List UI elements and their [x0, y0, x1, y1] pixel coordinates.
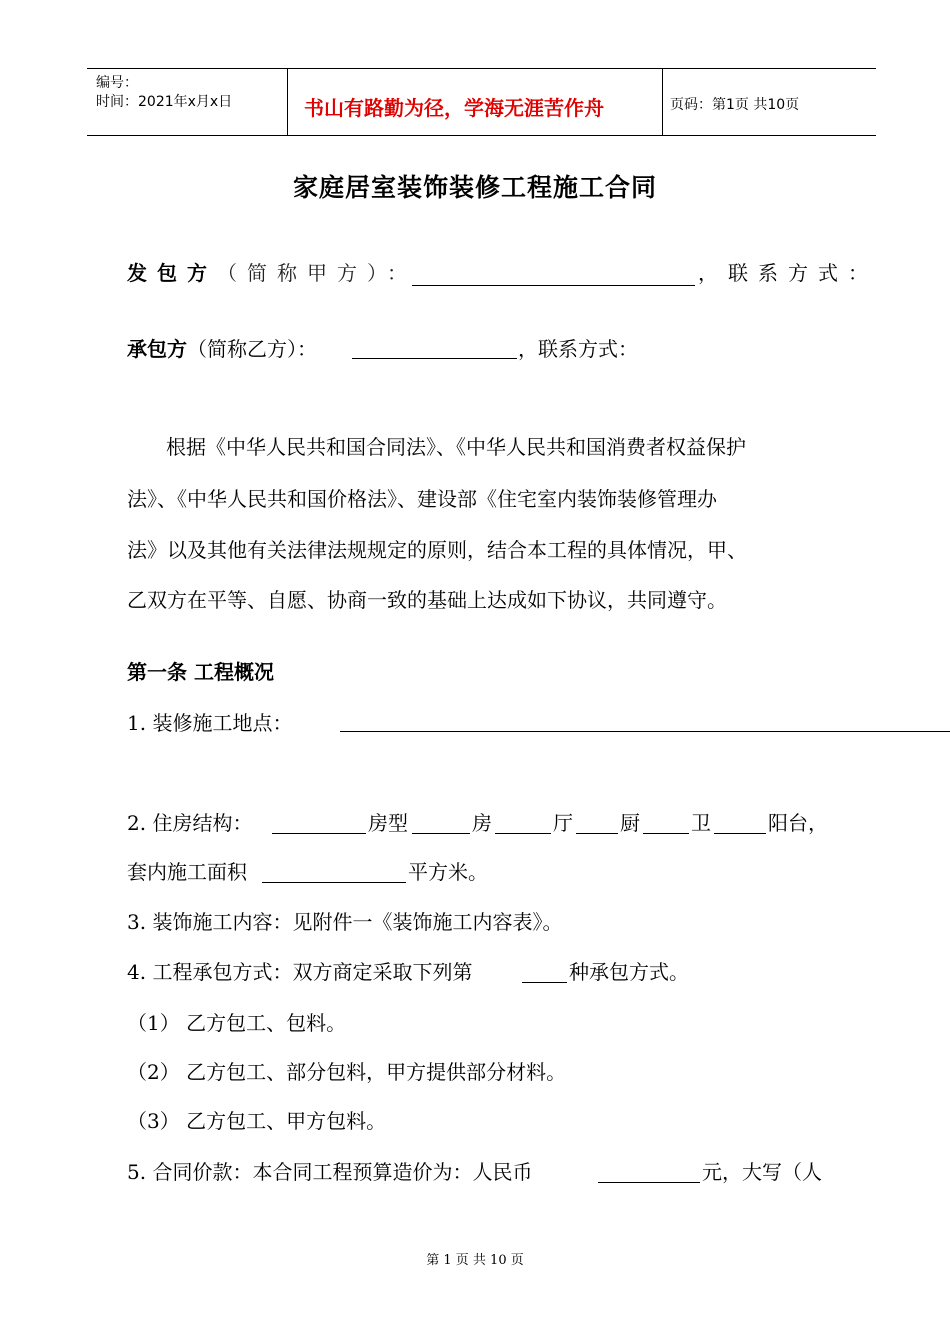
balconies-blank[interactable]	[714, 833, 766, 834]
kitchens-blank[interactable]	[576, 833, 618, 834]
header-time-label: 时间：2021年x月x日	[96, 94, 233, 110]
party-a-line	[127, 263, 417, 283]
item-5-suffix: 元，大写（人	[702, 1160, 822, 1184]
house-type-blank[interactable]	[272, 833, 366, 834]
header-divider-left	[287, 68, 288, 135]
party-b-label: 承包方	[127, 337, 187, 361]
party-b-name-blank[interactable]	[352, 358, 517, 359]
item-2-prefix: 2. 住房结构：	[127, 811, 253, 835]
halls-blank[interactable]	[495, 833, 551, 834]
item-1-label: 1. 装修施工地点：	[127, 711, 293, 735]
header-page-label: 页码：第1页 共10页	[670, 97, 800, 113]
party-a-label: 发包方	[127, 261, 217, 285]
page-title: 家庭居室装饰装修工程施工合同	[292, 173, 657, 202]
option-2: （2） 乙方包工、部分包料，甲方提供部分材料。	[127, 1060, 567, 1084]
construction-address-blank[interactable]	[340, 731, 950, 732]
party-a-name-blank[interactable]	[412, 285, 695, 286]
header-top-rule	[87, 68, 876, 69]
item-3: 3. 装饰施工内容：见附件一《装饰施工内容表》。	[127, 910, 563, 934]
area-blank[interactable]	[262, 882, 406, 883]
party-b-suffix: （简称乙方）：	[187, 337, 317, 361]
preamble-line-1: 根据《中华人民共和国合同法》、《中华人民共和国消费者权益保护	[166, 435, 746, 459]
header-serial-label: 编号：	[96, 75, 138, 91]
page-footer: 第 1 页 共 10 页	[426, 1253, 524, 1268]
header-motto: 书山有路勤为径，学海无涯苦作舟	[304, 96, 604, 120]
unit-balcony: 阳台，	[768, 811, 828, 835]
price-blank[interactable]	[598, 1182, 700, 1183]
preamble-line-2: 法》、《中华人民共和国价格法》、建设部《住宅室内装饰装修管理办	[127, 487, 717, 511]
preamble-line-3: 法》以及其他有关法律法规规定的原则，结合本工程的具体情况，甲、	[127, 538, 747, 562]
party-b-contact: ，联系方式：	[518, 337, 638, 361]
item-5-prefix: 5. 合同价款：本合同工程预算造价为：人民币	[127, 1160, 533, 1184]
option-3: （3） 乙方包工、甲方包料。	[127, 1109, 387, 1133]
header-bottom-rule	[87, 135, 876, 136]
party-a-suffix: （简称甲方）：	[217, 261, 417, 285]
unit-house-type: 房型	[368, 811, 408, 835]
party-a-contact: ，联系方式：	[698, 261, 878, 285]
item-4-prefix: 4. 工程承包方式：双方商定采取下列第	[127, 960, 473, 984]
item-2-area-suffix: 平方米。	[408, 860, 488, 884]
header-divider-right	[662, 68, 663, 135]
unit-hall: 厅	[553, 811, 573, 835]
bathrooms-blank[interactable]	[643, 833, 689, 834]
unit-kitchen: 厨	[620, 811, 640, 835]
unit-room: 房	[472, 811, 492, 835]
preamble-line-4: 乙双方在平等、自愿、协商一致的基础上达成如下协议，共同遵守。	[127, 588, 727, 612]
item-4-suffix: 种承包方式。	[569, 960, 689, 984]
item-2-area-prefix: 套内施工面积	[127, 860, 247, 884]
contract-mode-blank[interactable]	[522, 982, 567, 983]
rooms-blank[interactable]	[412, 833, 470, 834]
party-b-line	[127, 339, 317, 359]
article-1-heading: 第一条 工程概况	[127, 660, 274, 684]
option-1: （1） 乙方包工、包料。	[127, 1011, 347, 1035]
unit-bathroom: 卫	[691, 811, 711, 835]
